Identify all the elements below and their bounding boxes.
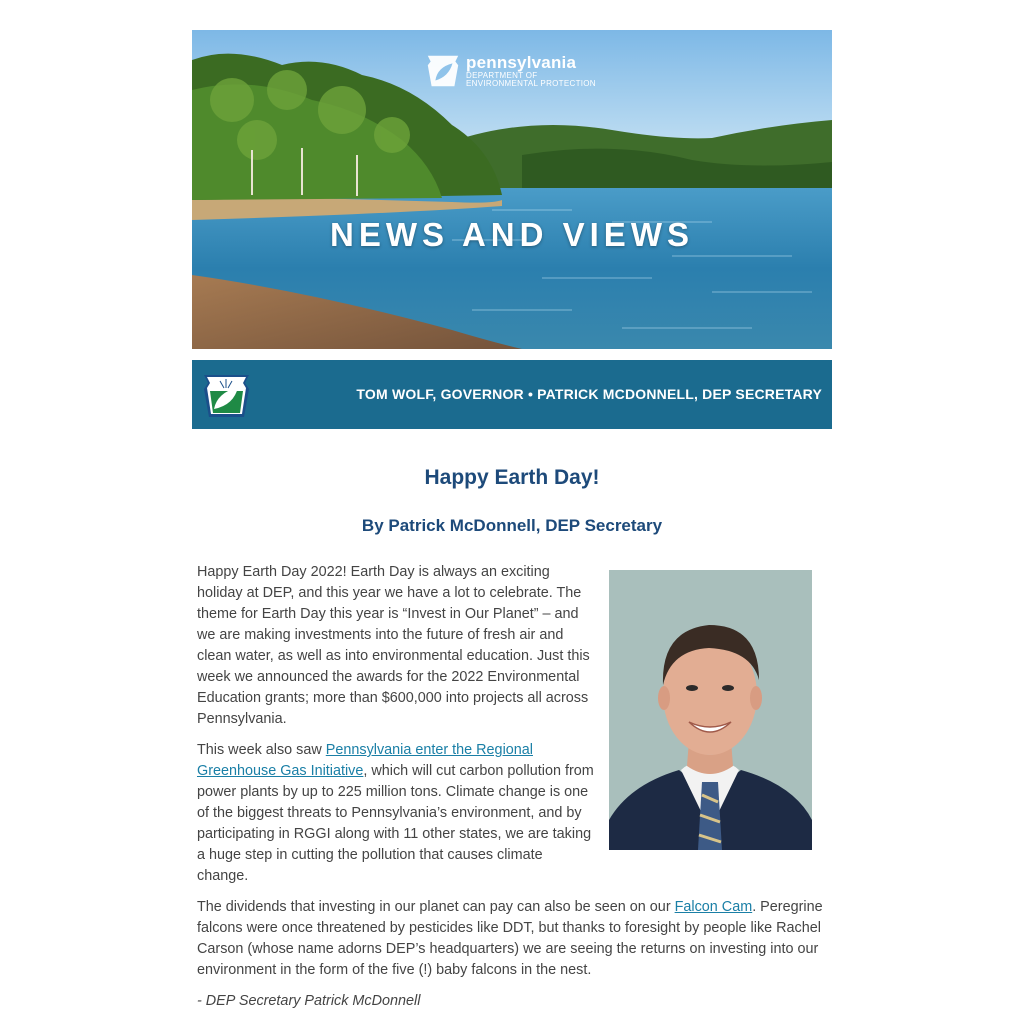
rggi-link[interactable]: Pennsylvania enter the Regional Greenhouse Gas Initiative bbox=[197, 742, 533, 779]
logo-subtitle: DEPARTMENT OF ENVIRONMENTAL PROTECTION bbox=[466, 70, 596, 88]
signoff: - DEP Secretary Patrick McDonnell bbox=[197, 993, 421, 1009]
governor-bar bbox=[192, 360, 832, 429]
paragraph-1: Happy Earth Day 2022! Earth Day is always an exciting holiday at DEP, and this year we have a lot to celebrate. The theme for Earth Day this year is “Invest in Our Planet” – and we are making investments into the future of fresh air and clean water, as well as into environmental education. Just this week we announced the awards for the 2022 Environmental Education grants; more than $600,000 into projects all across Pennsylvania. bbox=[197, 564, 590, 727]
article-byline: By Patrick McDonnell, DEP Secretary bbox=[361, 516, 663, 535]
portrait-photo bbox=[609, 570, 812, 850]
paragraph-2-lead: This week also saw bbox=[197, 742, 326, 758]
keystone-leaf-icon bbox=[202, 371, 251, 419]
hero-banner bbox=[192, 30, 832, 349]
paragraph-3-lead: The dividends that investing in our planet can pay can also be seen on our bbox=[197, 899, 675, 915]
keystone-leaf-icon bbox=[424, 52, 462, 90]
article-headline: Happy Earth Day! bbox=[424, 466, 600, 489]
governor-secretary-line: TOM WOLF, GOVERNOR • PATRICK MCDONNELL, DEP SECRETARY bbox=[356, 386, 822, 402]
falcon-cam-link[interactable]: Falcon Cam bbox=[674, 899, 753, 915]
newsletter-title: NEWS AND VIEWS bbox=[330, 216, 694, 253]
logo-name: pennsylvania bbox=[466, 52, 577, 72]
article-body bbox=[192, 562, 832, 1012]
newsletter bbox=[192, 30, 832, 1022]
paragraph-3 bbox=[197, 897, 827, 981]
paragraph-2-rest: , which will cut carbon pollution from power plants by up to 225 million tons. Climate change is one of the biggest threats to Pennsylvania’s environment, and by participating in RGGI along with 11 other states, we are taking a huge step in cutting the pollution that causes climate change. bbox=[197, 763, 594, 884]
paragraph-3-rest: . Peregrine falcons were once threatened by pesticides like DDT, but thanks to foresight by people like Rachel Carson (whose name adorns DEP’s headquarters) we are seeing the returns on investing into our environment in the form of the five (!) baby falcons in the nest. bbox=[197, 899, 823, 978]
secretary-portrait bbox=[609, 570, 812, 850]
dep-logo bbox=[424, 52, 606, 90]
